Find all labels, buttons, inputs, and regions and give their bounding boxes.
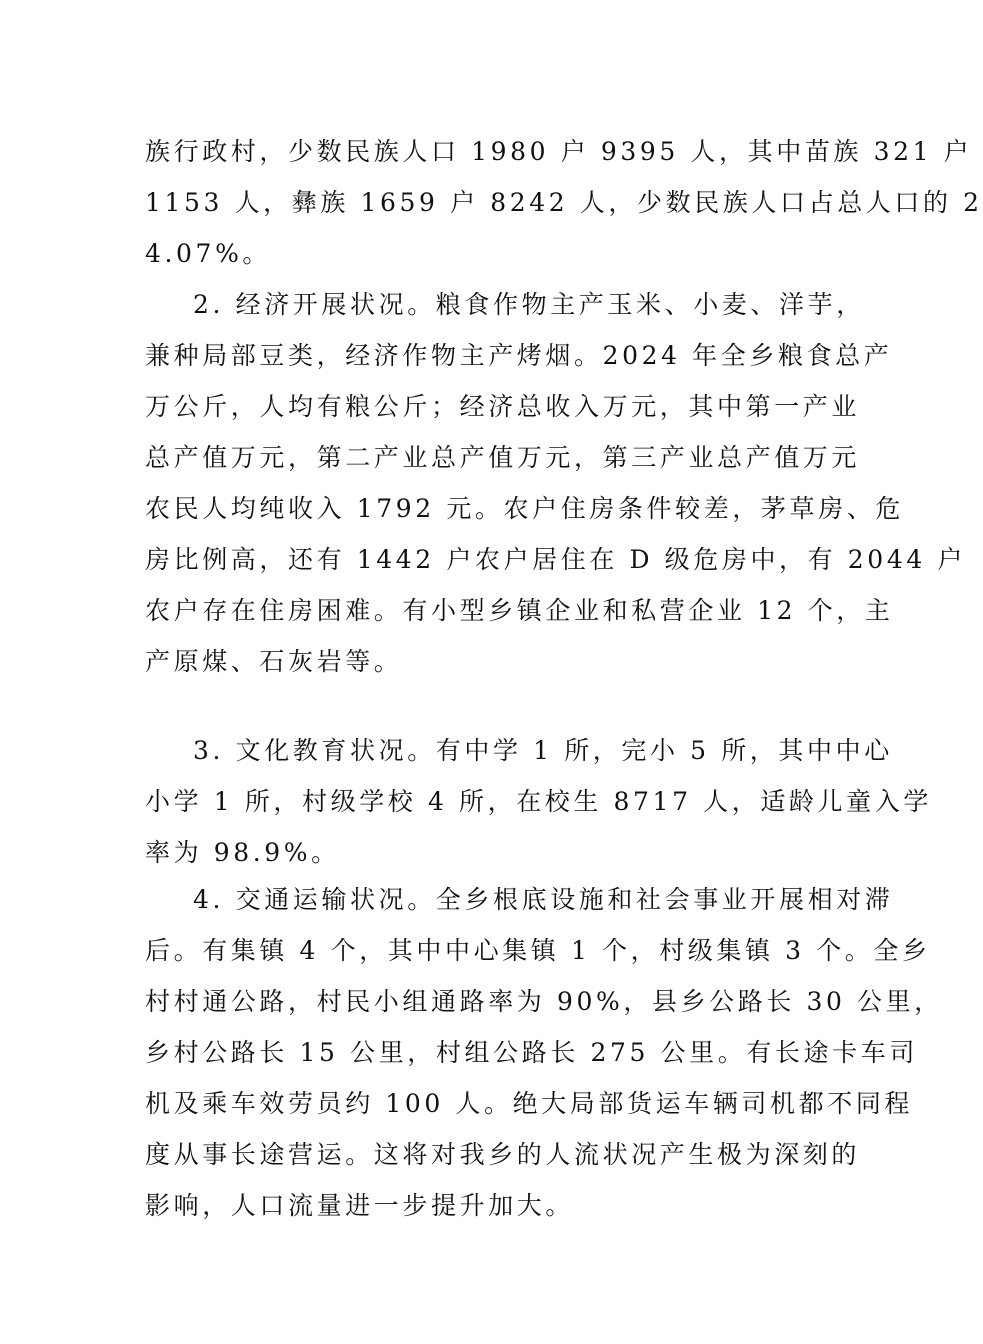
text-line: 房比例高，还有 1442 户农户居住在 D 级危房中，有 2044 户 bbox=[145, 545, 966, 574]
text-line: 后。有集镇 4 个，其中中心集镇 1 个，村级集镇 3 个。全乡 bbox=[145, 936, 931, 965]
text-line: 族行政村，少数民族人口 1980 户 9395 人，其中苗族 321 户 bbox=[145, 137, 973, 166]
text-line: 农民人均纯收入 1792 元。农户住房条件较差，茅草房、危 bbox=[145, 494, 904, 523]
text-line: 乡村公路长 15 公里，村组公路长 275 公里。有长途卡车司 bbox=[145, 1038, 918, 1067]
text-line: 万公斤，人均有粮公斤；经济总收入万元，其中第一产业 bbox=[145, 392, 861, 421]
text-line: 农户存在住房困难。有小型乡镇企业和私营企业 12 个，主 bbox=[145, 596, 894, 625]
text-line: 度从事长途营运。这将对我乡的人流状况产生极为深刻的 bbox=[145, 1140, 861, 1169]
text-line: 村村通公路，村民小组通路率为 90%，县乡公路长 30 公里， bbox=[145, 987, 943, 1016]
text-line: 4. 交通运输状况。全乡根底设施和社会事业开展相对滞 bbox=[193, 885, 894, 914]
text-line: 率为 98.9%。 bbox=[145, 838, 340, 867]
text-line: 机及乘车效劳员约 100 人。绝大局部货运车辆司机都不同程 bbox=[145, 1089, 914, 1118]
text-line: 小学 1 所，村级学校 4 所，在校生 8717 人，适龄儿童入学 bbox=[145, 787, 932, 816]
text-line: 1153 人，彝族 1659 户 8242 人，少数民族人口占总人口的 2 bbox=[145, 188, 983, 217]
text-line: 2. 经济开展状况。粮食作物主产玉米、小麦、洋芋， bbox=[193, 290, 865, 319]
text-line: 4.07%。 bbox=[145, 239, 272, 268]
text-line: 产原煤、石灰岩等。 bbox=[145, 647, 403, 676]
text-line: 兼种局部豆类，经济作物主产烤烟。2024 年全乡粮食总产 bbox=[145, 341, 893, 370]
text-line: 3. 文化教育状况。有中学 1 所，完小 5 所，其中中心 bbox=[193, 736, 893, 765]
text-line: 影响，人口流量进一步提升加大。 bbox=[145, 1191, 575, 1220]
text-line: 总产值万元，第二产业总产值万元，第三产业总产值万元 bbox=[145, 443, 861, 472]
